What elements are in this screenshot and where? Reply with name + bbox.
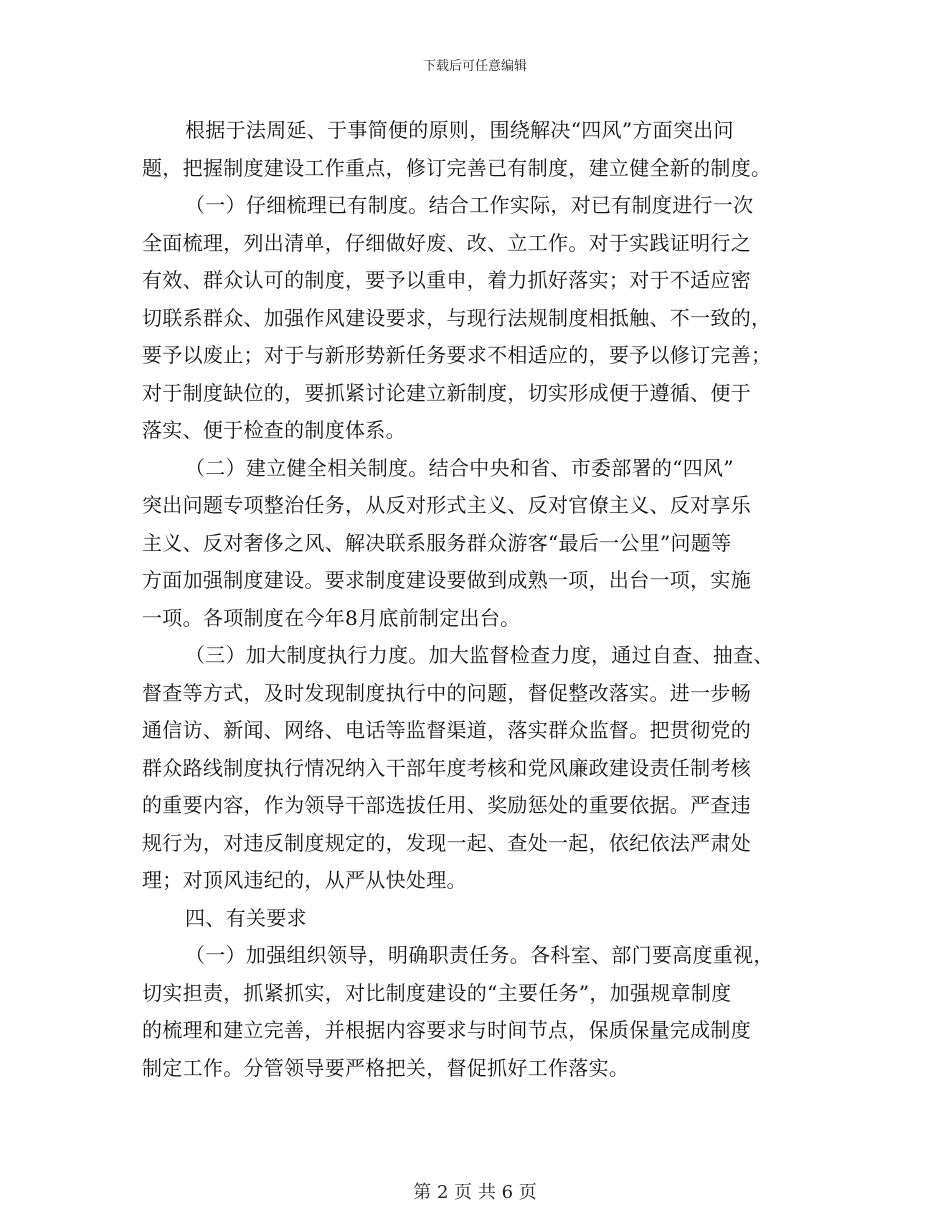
text-line: 题，把握制度建设工作重点，修订完善已有制度，建立健全新的制度。: [142, 155, 772, 180]
text-line: 有效、群众认可的制度，要予以重申，着力抓好落实；对于不适应密: [142, 268, 751, 292]
text-line: 理；对顶风违纪的，从严从快处理。: [142, 868, 467, 892]
text-line: （一）仔细梳理已有制度。结合工作实际，对已有制度进行一次: [185, 193, 754, 217]
text-line: 群众路线制度执行情况纳入干部年度考核和党风廉政建设责任制考核: [142, 755, 751, 780]
text-line: 根据于法周延、于事简便的原则，围绕解决“四风”方面突出问: [185, 118, 734, 142]
text-line: 一项。各项制度在今年8月底前制定出台。: [142, 605, 521, 630]
text-line: 的梳理和建立完善，并根据内容要求与时间节点，保质保量完成制度: [142, 1018, 751, 1042]
text-line: 四、有关要求: [185, 905, 307, 930]
text-line: 通信访、新闻、网络、电话等监督渠道，落实群众监督。把贯彻党的: [142, 718, 751, 742]
header-note: 下载后可任意编辑: [422, 59, 527, 74]
text-line: 切实担责，抓紧抓实，对比制度建设的“主要任务”，加强规章制度: [142, 980, 732, 1005]
text-line: （一）加强组织领导，明确职责任务。各科室、部门要高度重视，: [185, 943, 774, 967]
document-body: [142, 112, 810, 1087]
text-line: （二）建立健全相关制度。结合中央和省、市委部署的“四风”: [185, 455, 734, 480]
text-line: 主义、反对奢侈之风、解决联系服务群众游客“最后一公里”问题等: [142, 530, 732, 555]
text-line: 突出问题专项整治任务，从反对形式主义、反对官僚主义、反对享乐: [142, 493, 751, 517]
text-line: 全面梳理，列出清单，仔细做好废、改、立工作。对于实践证明行之: [142, 230, 751, 255]
text-line: 切联系群众、加强作风建设要求，与现行法规制度相抵触、不一致的，: [142, 305, 772, 330]
text-line: 的重要内容，作为领导干部选拔任用、奖励惩处的重要依据。严查违: [142, 793, 751, 817]
text-line: 制定工作。分管领导要严格把关，督促抓好工作落实。: [142, 1055, 630, 1080]
page-number-footer: 第 2 页 共 6 页: [413, 1182, 537, 1203]
text-line: 要予以废止；对于与新形势新任务要求不相适应的，要予以修订完善；: [142, 343, 772, 367]
text-line: （三）加大制度执行力度。加大监督检查力度，通过自查、抽查、: [185, 643, 774, 667]
text-line: 方面加强制度建设。要求制度建设要做到成熟一项，出台一项，实施: [142, 568, 751, 592]
text-line: 对于制度缺位的，要抓紧讨论建立新制度，切实形成便于遵循、便于: [142, 380, 751, 405]
text-line: 落实、便于检查的制度体系。: [142, 418, 406, 442]
text-line: 规行为，对违反制度规定的，发现一起、查处一起，依纪依法严肃处: [142, 830, 751, 855]
text-line: 督查等方式，及时发现制度执行中的问题，督促整改落实。进一步畅: [142, 680, 751, 705]
